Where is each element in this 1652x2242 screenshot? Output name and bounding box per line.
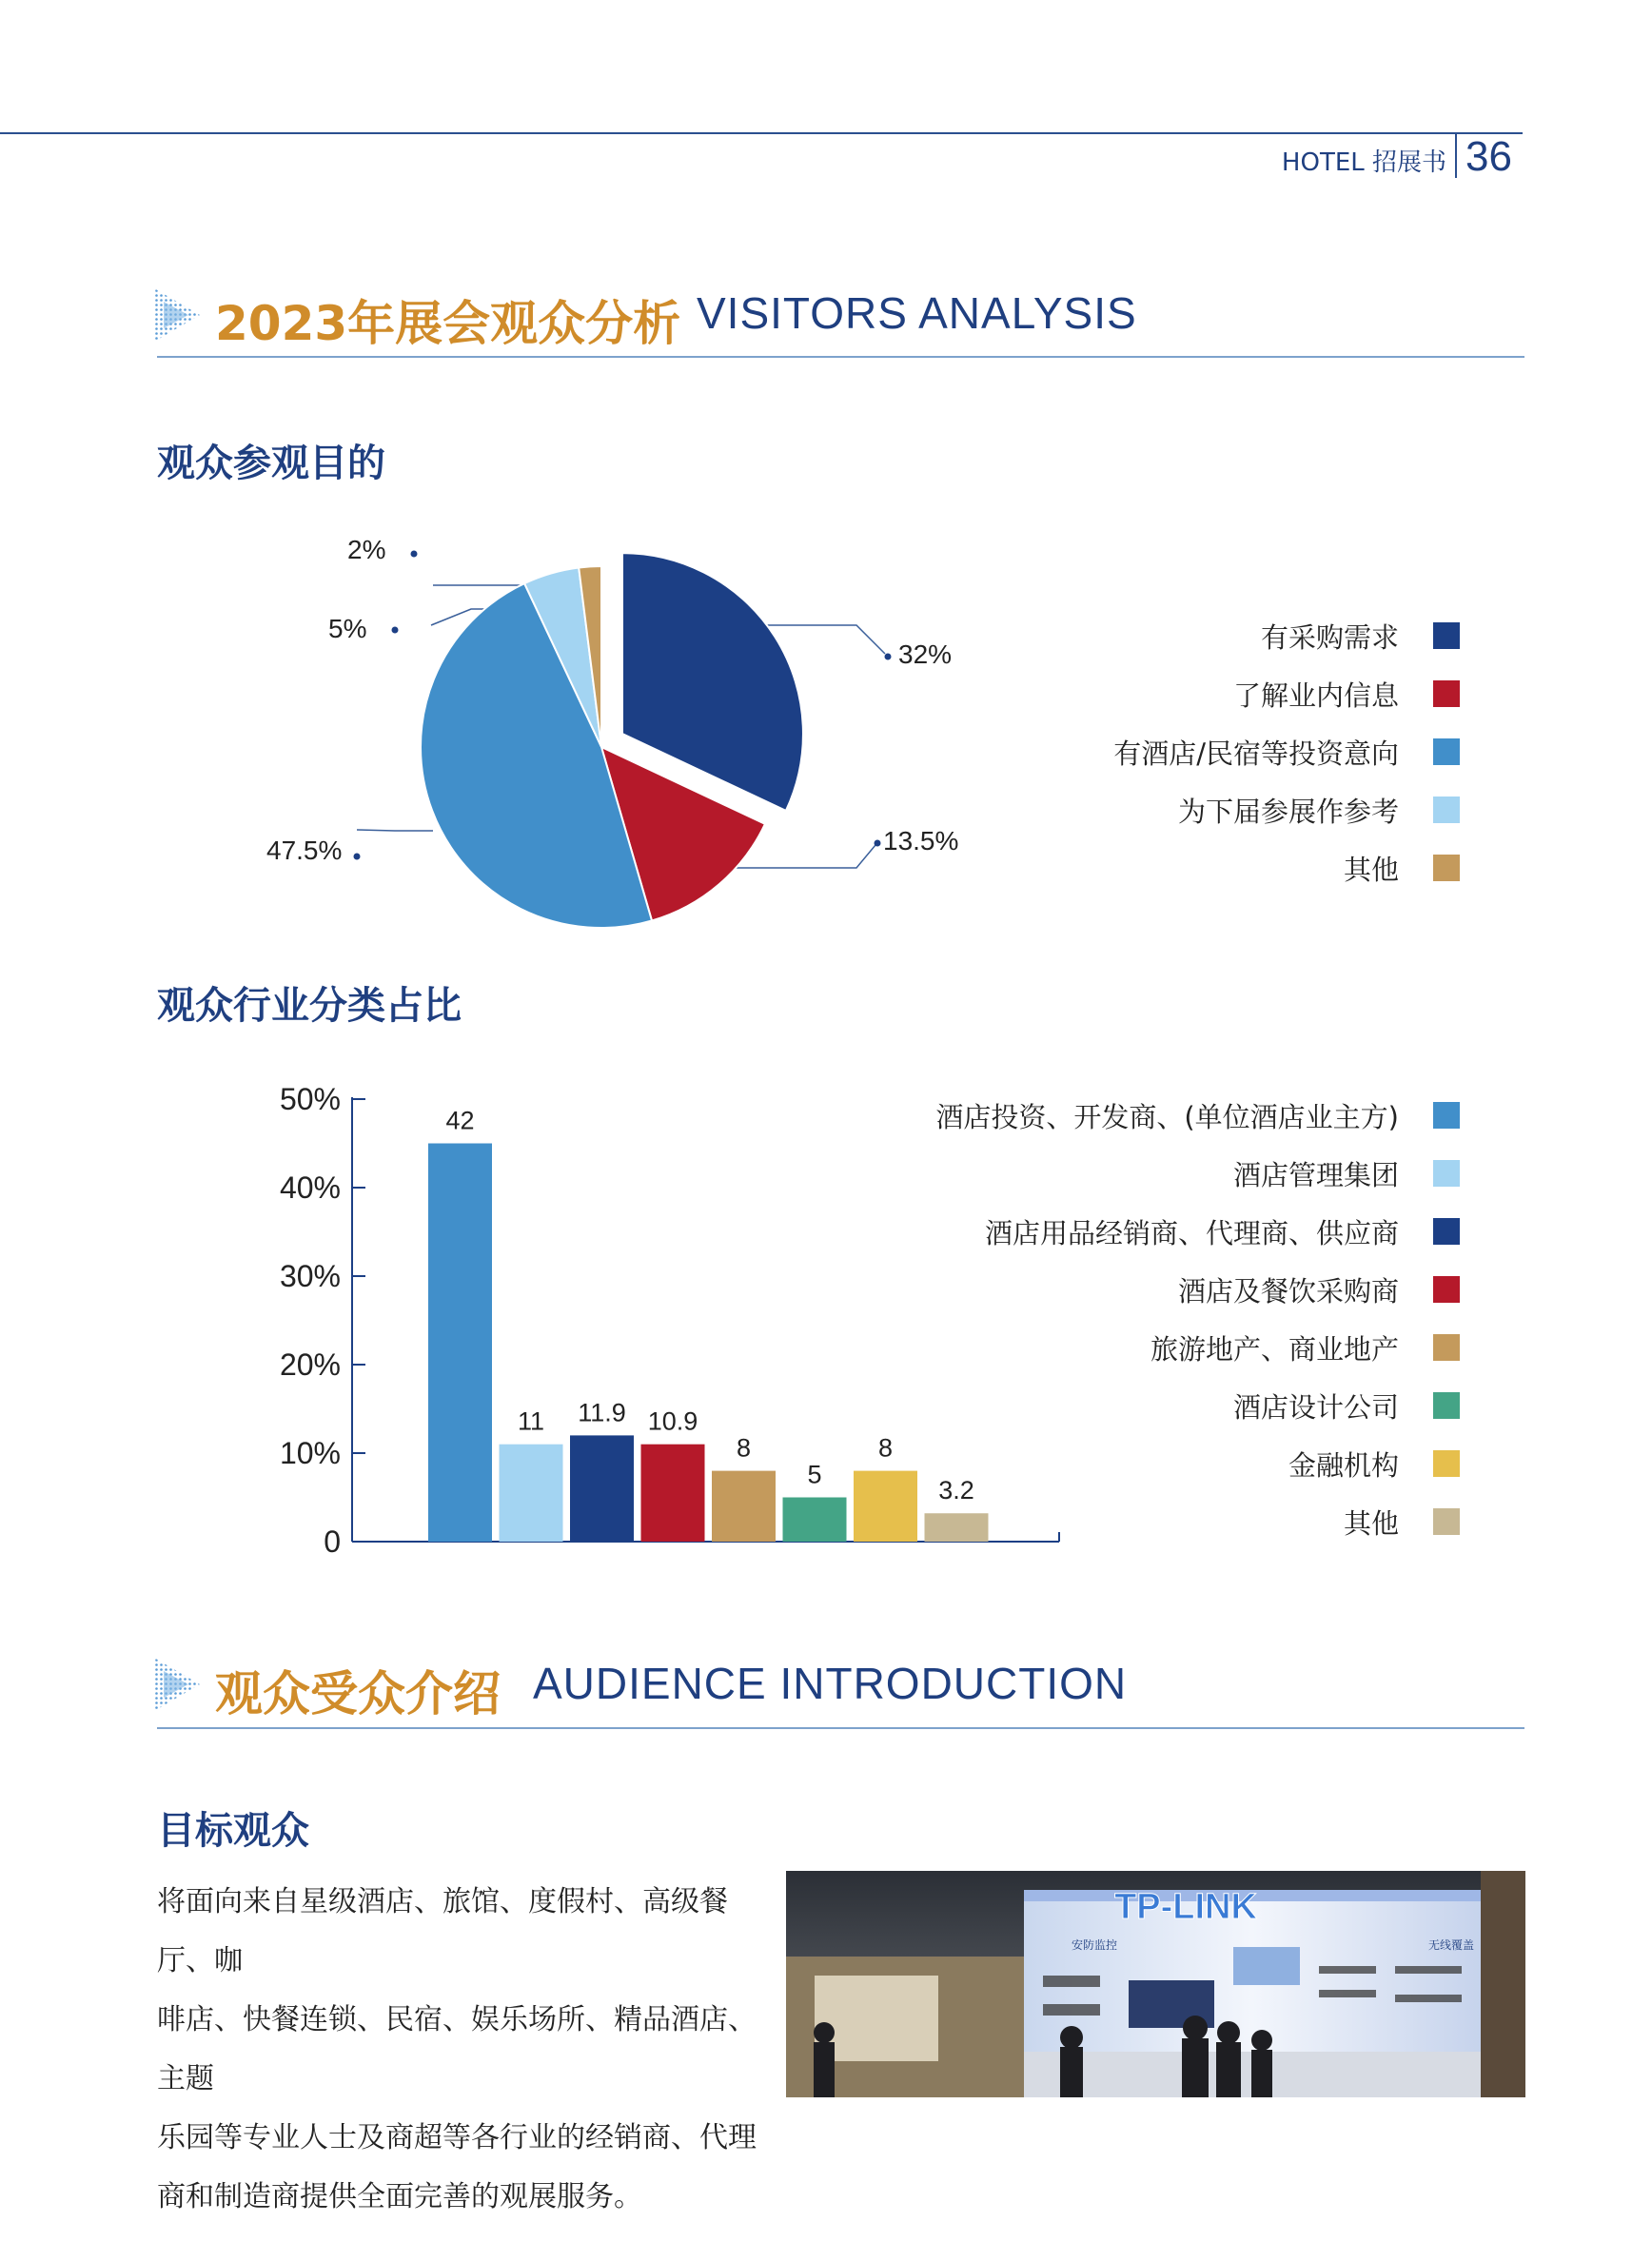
bar [428,1144,492,1543]
bar-value-label: 5 [807,1460,822,1489]
legend-swatch [1433,1102,1460,1129]
section-arrow-icon [154,1658,200,1711]
industry-legend [875,1094,1460,1551]
section-rule [157,356,1524,358]
bar-value-label: 11.9 [578,1398,626,1427]
target-audience-title: 目标观众 [157,1809,309,1853]
bar-value-label: 42 [445,1106,475,1135]
pie-label-13-5: 13.5% [883,826,959,856]
bar [783,1498,847,1543]
legend-swatch [1433,1160,1460,1187]
pie-label-32: 32% [898,639,953,669]
y-tick-label: 50% [279,1082,341,1116]
header-rule [0,132,1523,134]
bar-value-label: 3.2 [938,1476,974,1505]
legend-item: 为下届参展作参考 [1178,789,1460,831]
legend-item: 酒店设计公司 [1233,1385,1460,1426]
legend-item: 旅游地产、商业地产 [1150,1327,1460,1368]
legend-swatch [1433,1276,1460,1303]
bar-value-label: 11 [517,1406,545,1436]
industry-title: 观众行业分类占比 [157,984,462,1028]
legend-item: 金融机构 [1288,1443,1460,1485]
bar [500,1445,563,1542]
legend-swatch [1433,796,1460,823]
target-audience-paragraph: 将面向来自星级酒店、旅馆、度假村、高级餐厅、咖 啡店、快餐连锁、民宿、娱乐场所、精品酒店、主题 乐园等专业人士及商超等各行业的经销商、代理 商和制造商提供全面完善的观展服务。 [157,1885,757,2213]
legend-item: 其他 [1344,1501,1460,1543]
legend-item: 了解业内信息 [1233,673,1460,715]
y-tick-label: 40% [279,1170,341,1205]
legend-swatch [1433,1508,1460,1535]
page-number: 36 [1465,133,1512,180]
legend-swatch [1433,1450,1460,1477]
legend-item: 有酒店/民宿等投资意向 [1113,731,1460,773]
pie-label-5: 5% [328,614,367,643]
section-arrow-icon [154,288,200,342]
legend-swatch [1433,680,1460,707]
legend-swatch [1433,738,1460,765]
pie-label-2: 2% [347,535,386,564]
legend-swatch [1433,855,1460,881]
section-title-visitors-en: VISITORS ANALYSIS [697,288,1137,338]
header-label: HOTEL 招展书 [1281,148,1446,177]
visit-purpose-pie-chart [238,514,999,952]
legend-item: 酒店用品经销商、代理商、供应商 [985,1210,1460,1252]
visit-purpose-title: 观众参观目的 [157,442,385,485]
booth-sign-right: 无线覆盖 [1428,1938,1475,1952]
section-rule [157,1727,1524,1729]
booth-sign-left: 安防监控 [1072,1938,1118,1952]
legend-item: 酒店管理集团 [1233,1152,1460,1194]
y-tick-label: 20% [279,1347,341,1382]
legend-item: 其他 [1344,847,1460,889]
booth-brand-text: TP-LINK [1114,1887,1257,1927]
legend-item: 酒店及餐饮采购商 [1178,1268,1460,1310]
section-title-visitors: 2023年展会观众分析 [215,296,681,351]
bar-value-label: 8 [736,1433,752,1463]
y-tick-label: 0 [324,1524,341,1559]
bar [641,1445,705,1542]
pie-label-47-5: 47.5% [266,836,343,865]
bar-value-label: 10.9 [647,1406,698,1436]
legend-item: 有采购需求 [1261,615,1460,657]
legend-swatch [1433,1334,1460,1361]
header-separator [1455,132,1457,178]
visit-purpose-legend [971,615,1460,900]
section-title-audience-en: AUDIENCE INTRODUCTION [533,1659,1128,1708]
y-tick-label: 10% [279,1436,341,1470]
section-title-audience: 观众受众介绍 [215,1666,501,1721]
legend-swatch [1433,622,1460,649]
bar [712,1471,776,1542]
legend-item: 酒店投资、开发商、(单位酒店业主方) [935,1094,1460,1136]
legend-swatch [1433,1392,1460,1419]
exhibition-booth-photo [786,1871,1525,2097]
y-tick-label: 30% [279,1259,341,1293]
legend-swatch [1433,1218,1460,1245]
bar [570,1435,634,1542]
bar-value-label: 8 [877,1433,894,1463]
